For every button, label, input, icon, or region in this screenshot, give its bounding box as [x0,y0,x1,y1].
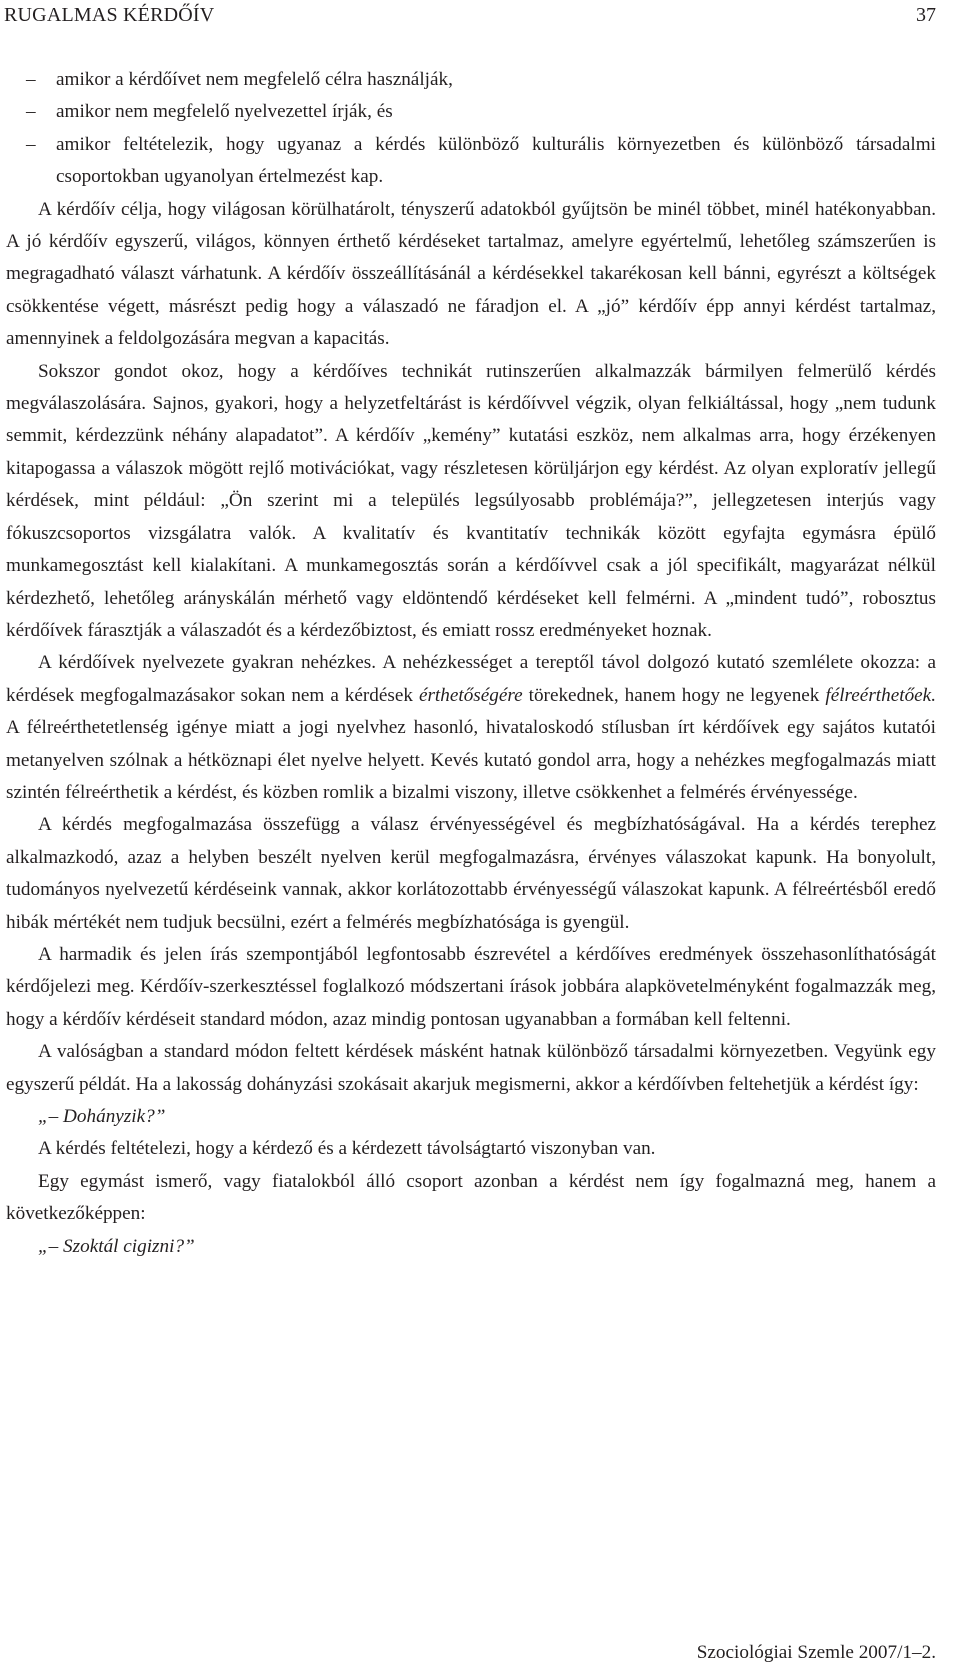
dash-bullet-icon: – [26,133,36,155]
paragraph-text: A kérdőívek nyelvezete gyakran nehézkes. A nehézkességet a tereptől távol dolgozó kutató szemlélete okozza: a kérdések megfogalmazásakor sokan nem a kérdések [6,652,936,706]
emphasis-text: félreérthetőek. [825,684,936,706]
example-question: „– Dohányzik?” [38,1106,166,1127]
paragraph-text: törekednek, hanem hogy ne legyenek [522,684,826,706]
paragraph: A kérdőív célja, hogy világosan körülhatárolt, tényszerű adatokból gyűjtsön be minél többet, minél hatékonyabban. A jó kérdőív egyszerű, világos, könnyen érthető kérdéseket tartalmaz, amelyre egyértelmű, lehetőleg számszerűen is megragadható választ várhatunk. A kérdőív összeállításánál a kérdésekkel takarékosan kell bánni, egyrészt a költségek csökkentése végett, másrészt pedig hogy a válaszadó ne fáradjon el. A „jó” kérdőív épp annyi kérdést tartalmaz, amennyinek a feldolgozására megvan a kapacitás. [6,198,936,350]
paragraph [6,647,936,809]
paragraph-text: A félreérthetetlenség igénye miatt a jogi nyelvhez hasonló, hivataloskodó stílusban írt kérdőívek egy sajátos kutatói metanyelven szólnak a hétköznapi élet nyelve helyett. Kevés kutató gondol arra, hogy a nehézkes megfogalmazás miatt szintén félreérthetik a kérdést, és közben romlik a bizalmi viszony, illetve csökkenhet a felmérés érvényessége. [6,717,936,803]
paragraph: A valóságban a standard módon feltett kérdések másként hatnak különböző társadalmi környezetben. Vegyünk egy egyszerű példát. Ha a lakosság dohányzási szokásait akarjuk megismerni, akkor a kérdőívben feltehetjük a kérdést így: [6,1041,936,1095]
list-item [6,96,936,128]
paragraph: Sokszor gondot okoz, hogy a kérdőíves technikát rutinszerűen alkalmazzák bármilyen felmerülő kérdés megválaszolására. Sajnos, gyakori, hogy a helyzetfeltárást is kérdőívvel végzik, olyan felkiáltással, hogy „nem tudunk semmit, kérdezzünk néhány alapadatot”. A kérdőív „kemény” kutatási eszköz, nem alkalmas arra, hogy érzékenyen kitapogassa a válaszok mögött rejlő motivációkat, vagy részletesen körüljárjon egy kérdést. Az olyan exploratív jellegű kérdések, mint például: „Ön szerint mi a település legsúlyosabb problémája?”, jellegzetesen interjús vagy fókuszcsoportos vizsgálatra valók. A kvalitatív és kvantitatív technikák között egyfajta egymásra épülő munkamegosztást kell kialakítani. A munkamegosztás során a kérdőívvel csak a jól specifikált, magyarázat nélkül kérdezhető, lehetőleg arányskálán mérhető vagy eldöntendő kérdéseket kell felmérni. A „mindent tudó”, robosztus kérdőívek fárasztják a válaszadót és a kérdezőbiztost, és emiatt rossz eredményeket hoznak. [6,360,936,641]
list-item-text: amikor nem megfelelő nyelvezettel írják, és [56,101,393,123]
list-item [6,64,936,96]
paragraph: A kérdés megfogalmazása összefügg a válasz érvényességével és megbízhatóságával. Ha a kérdés terephez alkalmazkodó, azaz a helyben beszélt nyelven kerül megfogalmazásra, érvényes válaszokat kapunk. Ha bonyolult, tudományos nyelvezetű kérdéseink vannak, akkor korlátozottabb érvényességű válaszokat kapunk. A félreértésből eredő hibák mértékét nem tudjuk becsülni, ezért a felmérés megbízhatósága is gyengül. [6,814,936,933]
dash-bullet-icon: – [26,101,36,123]
journal-footer: Szociológiai Szemle 2007/1–2. [696,1642,936,1663]
emphasis-text: érthetőségére [418,684,523,706]
bullet-list [6,64,936,194]
dash-bullet-icon: – [26,69,36,90]
list-item-text: amikor feltételezik, hogy ugyanaz a kérdés különböző kulturális környezetben és különböző társadalmi csoportokban ugyanolyan értelmezést kap. [56,133,936,188]
list-item [6,129,936,194]
running-title: RUGALMAS KÉRDŐÍV [4,4,215,26]
list-item-text: amikor a kérdőívet nem megfelelő célra használják, [56,69,453,90]
page-number: 37 [916,4,936,26]
paragraph: A harmadik és jelen írás szempontjából legfontosabb észrevétel a kérdőíves eredmények összehasonlíthatóságát kérdőjelezi meg. Kérdőív-szerkesztéssel foglalkozó módszertani írások jobbára alapkövetelményként fogalmazzák meg, hogy a kérdőív kérdéseit standard módon, azaz mindig pontosan ugyanabban a formában kell feltenni. [6,943,936,1030]
paragraph: A kérdés feltételezi, hogy a kérdező és a kérdezett távolságtartó viszonyban van. [38,1138,656,1160]
paragraph: Egy egymást ismerő, vagy fiatalokból álló csoport azonban a kérdést nem így fogalmazná meg, hanem a következőképpen: [6,1170,936,1225]
body-text [6,64,936,1263]
running-head [4,2,936,28]
example-question: „– Szoktál cigizni?” [38,1235,195,1257]
